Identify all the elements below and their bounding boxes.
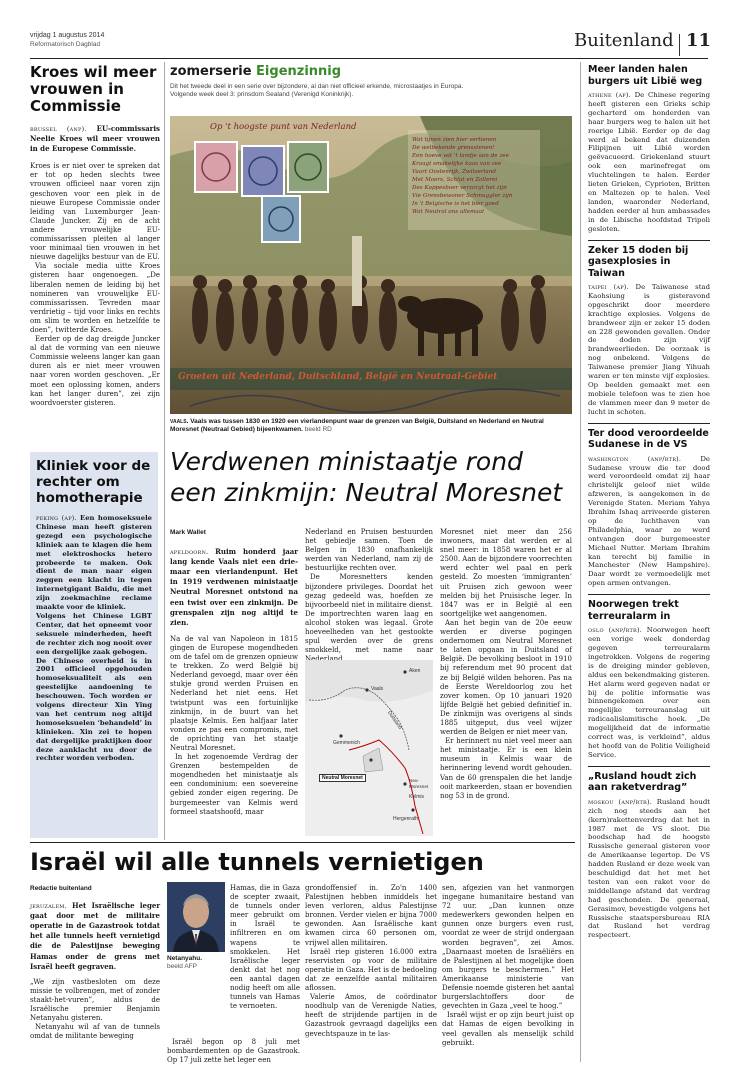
- rusland-headline: „Rusland houdt zich aan raketverdrag”: [588, 770, 697, 794]
- kroes-dateline: brussel (anp).: [30, 125, 87, 133]
- israel-paragraph: grondoffensief in. Zo'n 1400 Palestijnen hebben inmiddels het leven verloren, aldus Palestijnse bronnen. Verder vielen er bijna 7000 gewonden. Aan Israëlische kant kwamen circa 60 personen om, vrijwel allen militairen.: [305, 884, 437, 947]
- israel-dateline: jeruzalem.: [30, 902, 67, 911]
- page-number: 11: [686, 30, 712, 51]
- map-label: Duitsland: [386, 710, 403, 731]
- kliniek-lead: Een homoseksuele Chinese man heeft gisteren gezegd een psychologische kliniek aan te klagen die hem met elektroshocks hetero probeerde te maken. Ook dient de man naar eigen zeggen een klacht in tegen internetgigant Baidu, die met zijn zoekmachine reclame maakte voor de kliniek.: [36, 514, 152, 612]
- moresnet-paragraph: In het zogenoemde Verdrag der Grenzen bestempelden de mogendheden het ministaatje als een condominium: een soevereine gebied zonder eigen regering. De burgemeester van Kelmis werd formeel staatshoofd, maar: [170, 753, 298, 816]
- map-label: Neu-Moresnet: [409, 778, 429, 789]
- kroes-article: [30, 64, 160, 408]
- rusland-article: [588, 766, 710, 941]
- moresnet-paragraph: Nederland en Pruisen bestuurden het gebiedje samen. Toen de Belgen in 1830 onafhankelijk werden van Nederland, nam zij de bestuurlijke rechten over.: [305, 528, 433, 573]
- israel-paragraph: Valerie Amos, de coördinator noodhulp van de Verenigde Naties, heeft de strijdende partijen in de Gazastrook gevraagd dagelijks een gevechtspauze in te las-: [305, 993, 437, 1038]
- kroes-paragraph: Eerder op de dag dreigde Juncker al dat de vorming van een nieuwe Commissie weleens langer kan gaan duren als er niet meer vrouwen naar voren worden geschoven. „Er moet een oplossing komen, anders kan het langer duren”, zei zijn woordvoerster gisteren.: [30, 335, 160, 407]
- kliniek-headline: Kliniek voor de rechter om homotherapie: [36, 458, 151, 506]
- israel-column-3: [305, 884, 437, 1039]
- taiwan-article: [588, 240, 710, 417]
- israel-column-2a: [230, 884, 300, 1011]
- israel-paragraph: Israël begon op 8 juli met bombardementen op de Gazastrook. Op 17 juli zette het leger een: [167, 1038, 300, 1065]
- libie-body: De Chinese regering heeft gisteren een Grieks schip gecharterd om honderden van haar burgers weg te halen uit het roerige Libië. Eerder op de dag werd al bekend dat duizenden Filipijnen uit Libië worden geëvacueerd. Griekenland stuurt ook een marinefregat om vluchtelingen te halen. Eerder lieten Grieken, Cyprioten, Britten en Maltezen op te halen. Veel landen, waaronder Nederland, hadden eerder al hun ambassades in de Libische hoofdstad Tripoli gesloten.: [588, 91, 710, 233]
- photo-caption-place: vaals.: [170, 418, 189, 425]
- zomerserie-intro: Dit het tweede deel in een serie over bijzondere, al dan niet officieel erkende, microstaatjes in Europa. Volgende week deel 3: prinsdom Sealand (Verenigd Koninkrijk).: [170, 83, 464, 99]
- netanyahu-photo: [167, 882, 225, 952]
- libie-dateline: athene (ap).: [588, 91, 631, 99]
- israel-paragraph: Israël wijst er op zijn beurt juist op dat Hamas de eigen bevolking in veel gevallen als menselijk schild gebruikt.: [442, 1011, 574, 1047]
- taiwan-headline: Zeker 15 doden bij gasexplosies in Taiwan: [588, 244, 689, 279]
- kroes-lead: EU-commissaris Neelie Kroes wil meer vrouwen in de Europese Commissie.: [30, 124, 160, 154]
- header-divider: [679, 34, 680, 56]
- moresnet-paragraph: Aan het begin van de 20e eeuw werden er diverse pogingen ondernomen om Neutral Moresnet te laten opgaan in Duitsland of België. De bevolking besloot in 1910 bij referendum met 90 procent dat ze bij België wilden behoren. Pas na de Eerste Wereldoorlog zou het zover komen. Op 10 januari 1920 lijfde België het gebied definitief in. De zinkmijn was overigens al sinds 1885 uitgeput, dus veel wijzer werden de Belgen er niet meer van.: [440, 618, 572, 737]
- netanyahu-photo-credit: beeld AFP: [167, 963, 197, 970]
- map-label: Neutral Moresnet: [319, 774, 366, 782]
- libie-article: [588, 64, 710, 234]
- postcard-poem-line: In 't Belgische is het bier goed: [412, 201, 499, 207]
- israel-lead: Het Israëlische leger gaat door met de militaire operatie in de Gazastrook totdat het alle tunnels heeft vernietigd die de Palestijnse beweging Hamas onder de grens met Israël heeft gegraven.: [30, 901, 161, 971]
- postcard-poem-line: Wat Neutral ons allemaal: [412, 209, 484, 215]
- moresnet-map: [305, 660, 433, 836]
- rusland-body: Rusland houdt zich nog steeds aan het (kern)rakettenverdrag dat het in 1987 met de VS sloot. Die boodschap had de hoogste Russische generaal gisteren voor de Amerikaanse legertop. De VS hadden Rusland er deze week van beschuldigd dat het met het testen van een raket voor de middellange afstand dat verdrag had geschonden. De generaal, Gerasimov, bevestigde volgens het Russische staatspersbureau RIA dat Rusland het verdrag respecteert.: [588, 797, 710, 940]
- moresnet-paragraph: Na de val van Napoleon in 1815 gingen de Europese mogendheden om de tafel om de grenzen opnieuw te trekken. Zo werd België bij Nederland gevoegd, maar over één stukje grond werden Pruisen en Nederland het niet eens. Het twistpunt was een fortuinlijke zinkmijn, in de buurt van het plaatsje Kelmis. Een halfjaar later vonden ze pas een compromis, met de oprichting van het staatje Neutral Moresnet.: [170, 634, 298, 752]
- photo-caption: [170, 418, 572, 434]
- header-rule: [30, 58, 708, 59]
- moresnet-paragraph: De Moresnetters kenden bijzondere privileges. Doordat het gezag gedeeld was, hoefden ze bijvoorbeeld niet in militaire dienst. De importrechten waren laag en alcohol stoken was legaal. Grote hoeveelheden van het gestookte spul werden over de grens smokkeld, met name naar: [305, 573, 433, 655]
- moresnet-column-3: [440, 528, 572, 801]
- israel-paragraph: „We zijn vastbesloten om deze missie te volbrengen, met of zonder staakt-het-vuren”, aldus de Israëlische premier Benjamin Netanyahu gisteren.: [30, 977, 160, 1023]
- postcard-poem-line: Vie Grensbewoner Schmuggler zijn: [412, 193, 513, 199]
- postcard-poem-line: Vaart Oostenrijk, Zwitserland: [412, 169, 496, 175]
- moresnet-lead: Ruim honderd jaar lang kende Vaals niet een drie- maar een vierlandenpunt. Het in 1919 verdwenen ministaatje Neutral Moresnet ontstond na een twist over een zinkmijn. De grenspalen zijn nog altijd te zien.: [170, 547, 299, 627]
- taiwan-body: De Taiwanese stad Kaohsiung is gisteravond opgeschrikt door meerdere krachtige explosies. Volgens de brandweer zijn er zeker 15 doden en 228 gewonden gevallen. Onder de doden zijn vijf brandweerlieden. De oorzaak is nog onbekend. Volgens de Taiwanese premier Jiang Yihuah waren er ten minste vijf explosies. Op beelden gemaakt met een mobiele telefoon was te zien hoe de vlammen meer dan 9 meter de lucht in schoten.: [588, 283, 710, 416]
- section-title: Buitenland: [574, 30, 674, 51]
- soedan-body: De Sudanese vrouw die ter dood werd veroordeeld omdat zij haar christelijk geloof niet wilde afzweren, is aangekomen in de Verenigde Staten. Meriam Yahya Ibrahim Ishaq arriveerde gisteren op de luchthaven van Philadelphia, waar ze werd ontvangen door burgemeester Michael Nutter. Meriam Ibrahim kan terecht bij familie in Manchester (New Hampshire). Daar wordt ze vermoedelijk met open armen ontvangen.: [588, 454, 710, 588]
- israel-paragraph: Hamas, die in Gaza de scepter zwaait, de tunnels onder meer gebruikt om in Israël te infiltreren en om wapens te smokkelen. Het Israëlische leger denkt dat het nog een aantal dagen nodig heeft om alle tunnels van Hamas te vernoeten.: [230, 884, 300, 1011]
- right-column: [588, 64, 710, 940]
- israel-headline: Israël wil alle tunnels vernietigen: [30, 848, 484, 876]
- moresnet-column-2: [305, 528, 433, 674]
- kliniek-article: [30, 452, 158, 838]
- taiwan-dateline: taipei (ap).: [588, 283, 629, 291]
- noorwegen-dateline: oslo (anp/rtr).: [588, 626, 643, 635]
- israel-paragraph: Israël riep gisteren 16.000 extra reservisten op voor de militaire operatie in Gaza. Het is de bedoeling dat ze eenzelfde aantal militairen aflossen.: [305, 947, 437, 993]
- moresnet-headline: [170, 446, 570, 508]
- kliniek-dateline: peking (ap).: [36, 514, 77, 522]
- israel-byline: Redactie buitenland: [30, 885, 92, 892]
- netanyahu-caption: [167, 955, 227, 971]
- zomerserie-header: [170, 64, 570, 100]
- postcard-top-text: Op 't hoogste punt van Nederland: [210, 122, 357, 132]
- noorwegen-headline: Noorwegen trekt terreuralarm in: [588, 599, 679, 622]
- zomerserie-label: zomerserie: [170, 64, 252, 79]
- moresnet-byline: Mark Wallet: [170, 529, 206, 536]
- photo-caption-text: Vaals was tussen 1830 en 1920 een vierlandenpunt waar de grenzen van België, Duitsland en Nederland en Neutral Moresnet (Neutraal Gebied) bijeenkwamen.: [170, 418, 544, 433]
- kroes-paragraph: Via sociale media uitte Kroes gisteren haar ongenoegen. „De liberalen nemen de leiding bij het nomineren van vrouwelijke EU-commissarissen. Tevreden maar verdrietig – tijd voor links en rechts om slim te worden en hetzelfde te doen”, twitterde Kroes.: [30, 262, 160, 334]
- soedan-dateline: washington (anp/rtr).: [588, 454, 682, 463]
- soedan-headline: Ter dood veroordeelde Sudanese in de VS: [588, 427, 709, 451]
- noorwegen-article: [588, 594, 710, 760]
- israel-paragraph: sen, afgezien van het vanmorgen ingegane humanitaire bestand van 72 uur. „Dan kunnen onze medewerkers gewonden helpen en gunnen onze burgers even rust, voordat ze weer de strijd ondergaan worden begraven”, zei Amos. „Daarnaast moeten de Israëliërs en de Palestijnen al het mogelijke doen om burgers te beschermen.” Het Amerikaanse ministerie van Defensie noemde gisteren het aantal burgerslachtoffers door de gevechten in Gaza „veel te hoog.”: [442, 884, 574, 1011]
- noorwegen-body: Noorwegen heeft een vorige week donderdag gegeven terreuralarm ingetrokken. Volgens de regering is de dreiging minder gebleven, aldus een bekendmaking gisteren. Het alarm werd gegeven nadat er bij de politie informatie was binnengekomen over een mogelijke terreuraanslag uit radicaalislamitische hoek. „De mogelijkheid dat de informatie correct was, is verkleind”, aldus het hoofd van de Politie Veiligheid Service.: [588, 626, 710, 759]
- moresnet-headline-line: Verdwenen ministaatje rond: [170, 447, 523, 476]
- kroes-paragraph: Kroes is er niet over te spreken dat er tot op heden slechts twee vrouwen officieel naar voren zijn geschoven voor een plek in de nieuwe Europese Commissie onder leiding van Luxemburger Jean-Claude Juncker. Zij en de acht andere vrouwelijke EU-commissarissen pleiten al langer voor minimaal tien vrouwen in het nieuwe dagelijks bestuur van de EU.: [30, 162, 160, 262]
- israel-column-1: [30, 884, 160, 1041]
- map-illustration: [305, 660, 433, 836]
- israel-column-2b: [167, 1038, 300, 1065]
- postcard-bottom-text: Groeten uit Nederland, Duitschland, België en Neutraal-Gebiet: [178, 372, 498, 382]
- soedan-article: [588, 423, 710, 589]
- moresnet-headline-line: een zinkmijn: Neutral Moresnet: [170, 478, 563, 507]
- vierlandenpunt-photo: [170, 116, 572, 414]
- portrait-illustration: [167, 882, 225, 952]
- moresnet-paragraph: Moresnet niet meer dan 256 inwoners, maar dat werden er al snel meer: in 1858 waren het er al 2500. Aan de bijzondere voorrechten werd echter wel paal en perk gesteld. Zo moesten ‘immigranten’ uit Pruisen zich gewoon weer melden bij het Pruisische leger. In 1847 was er in België al een soortgelijke wet aangenomen.: [440, 528, 572, 618]
- map-label: Kelmis: [409, 794, 425, 800]
- moresnet-paragraph: Er herinnert nu niet veel meer aan het ministaatje. Er is een klein museum in Kelmis waar de herinnering levend wordt gehouden. Van de 60 grenspalen die het landje ooit markeerden, staan er bovendien nog 53 in de grond.: [440, 737, 572, 800]
- kliniek-paragraph: De Chinese overheid is in 2001 officieel opgehouden homoseksualiteit als een geestelijke aandoening te beschouwen. Toch worden er volgens directeur Xin Ying van het centrum nog altijd homoseksuelen ‘behandeld’ in klinieken. Xin zei te hopen dat dergelijke praktijken door deze aanklacht nu door de rechter worden verboden.: [36, 656, 152, 763]
- postcard-poem-line: Een hoeve wit 't landje aan de zee: [412, 153, 509, 159]
- libie-headline: Meer landen halen burgers uit Libië weg: [588, 64, 703, 87]
- column-separator: [164, 62, 165, 840]
- map-label: Gemmenich: [333, 740, 360, 746]
- photo-credit: beeld RD: [304, 426, 332, 433]
- postcard-poem-line: Kraagt smakelijke kaas van zee: [412, 161, 502, 167]
- israel-paragraph: Netanyahu wil af van de tunnels omdat de militante beweging: [30, 1023, 160, 1041]
- moresnet-dateline: apeldoorn.: [170, 548, 209, 557]
- postcard-poem-line: Wat tijnen zien hier vertienen: [412, 137, 497, 143]
- issue-date: vrijdag 1 augustus 2014: [30, 32, 105, 39]
- moresnet-column-1: [170, 528, 298, 817]
- postcard-poem-line: Met Moers, Schlut en Zollerei: [412, 177, 498, 183]
- map-label: Aken: [409, 668, 421, 674]
- israel-column-4: [442, 884, 574, 1048]
- column-separator: [580, 62, 581, 1062]
- postcard-poem-line: De welbekende grensstenen!: [412, 145, 495, 151]
- postcard-poem-line: Des Kappesboer verzorgt het zijn: [412, 185, 507, 191]
- map-label: Vaals: [371, 686, 384, 692]
- publication-name: Reformatorisch Dagblad: [30, 41, 101, 48]
- map-label: Hergenrath: [393, 816, 419, 822]
- section-rule: [30, 842, 575, 843]
- postcard-poem: [412, 136, 542, 216]
- zomerserie-series-name: Eigenzinnig: [256, 64, 342, 79]
- kliniek-paragraph: Volgens het Chinese LGBT Center, dat het opneemt voor seksuele minderheden, heeft de rechter zich nog nooit over een dergelijke zaak gebogen.: [36, 611, 152, 656]
- rusland-dateline: moskou (anp/rtr).: [588, 797, 653, 806]
- kroes-headline: Kroes wil meer vrouwen in Commissie: [30, 63, 157, 115]
- netanyahu-caption-name: Netanyahu.: [167, 955, 203, 962]
